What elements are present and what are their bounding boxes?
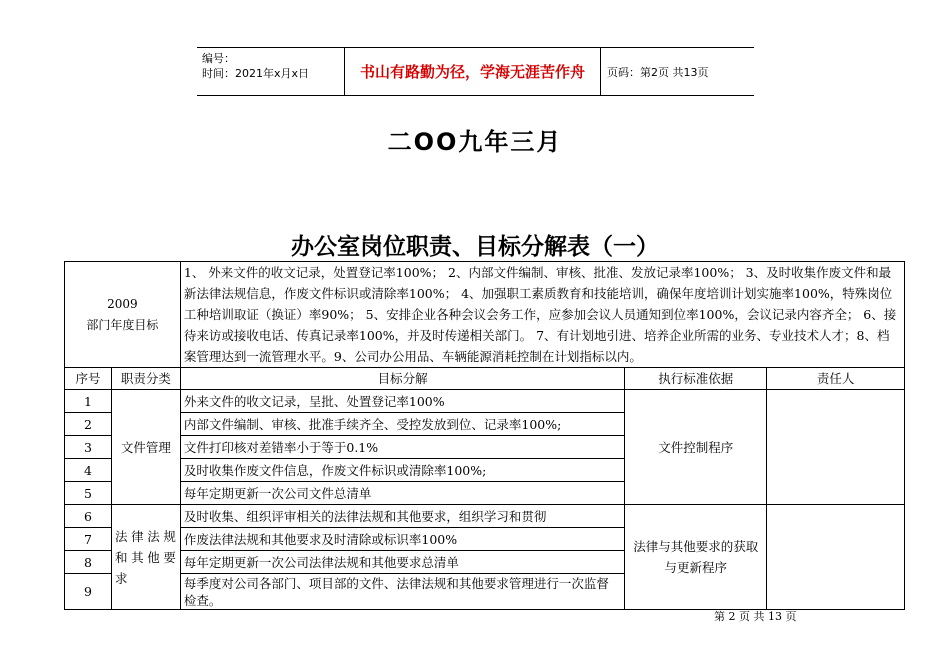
row-seq: 8 <box>65 551 112 574</box>
category-cell: 法律法规和其他要求 <box>111 505 180 610</box>
owner-cell <box>767 390 905 505</box>
header-standard: 执行标准依据 <box>625 368 767 390</box>
category-cell: 文件管理 <box>111 390 180 505</box>
date-title: 二OO九年三月 <box>387 128 563 156</box>
row-seq: 9 <box>65 574 112 610</box>
row-goal: 每年定期更新一次公司文件总清单 <box>180 482 624 505</box>
standard-cell: 法律与其他要求的获取与更新程序 <box>625 505 767 610</box>
goal-label-cell <box>65 262 181 368</box>
header-seq: 序号 <box>65 368 112 390</box>
row-goal: 每季度对公司各部门、项目部的文件、法律法规和其他要求管理进行一次监督检查。 <box>180 574 624 610</box>
code-label: 编号： <box>202 52 235 65</box>
table-title: 办公室岗位职责、目标分解表（一） <box>291 234 659 260</box>
table-row <box>65 505 905 528</box>
row-seq: 6 <box>65 505 112 528</box>
document-header <box>197 47 754 96</box>
goal-label-text: 部门年度目标 <box>86 317 159 332</box>
table-row <box>65 390 905 413</box>
goal-row <box>65 262 905 368</box>
header-goal: 目标分解 <box>180 368 624 390</box>
row-goal: 及时收集作废文件信息，作废文件标识或清除率100%; <box>180 459 624 482</box>
responsibility-table <box>64 261 905 610</box>
header-row <box>65 368 905 390</box>
row-goal: 每年定期更新一次公司法律法规和其他要求总清单 <box>180 551 624 574</box>
row-goal: 内部文件编制、审核、批准手续齐全、受控发放到位、记录率100%; <box>180 413 624 436</box>
header-slogan: 书山有路勤为径，学海无涯苦作舟 <box>345 48 601 95</box>
row-goal: 及时收集、组织评审相关的法律法规和其他要求，组织学习和贯彻 <box>180 505 624 528</box>
standard-cell: 文件控制程序 <box>625 390 767 505</box>
row-goal: 作废法律法规和其他要求及时清除或标识率100% <box>180 528 624 551</box>
row-seq: 5 <box>65 482 112 505</box>
header-category: 职责分类 <box>111 368 180 390</box>
header-page-number: 页码：第2页 共13页 <box>607 65 709 79</box>
row-seq: 7 <box>65 528 112 551</box>
row-goal: 外来文件的收文记录，呈批、处置登记率100% <box>180 390 624 413</box>
row-seq: 2 <box>65 413 112 436</box>
goal-text-cell: 1、 外来文件的收文记录，处置登记率100%； 2、内部文件编制、审核、批准、发放记录率100%； 3、及时收集作废文件和最新法律法规信息，作废文件标识或清除率100%； 4、加强职工素质教育和技能培训，确保年度培训计划实施率100%，特殊岗位工种培训取证（换证）率90%； 5、安排企业各种会议会务工作，应参加会议人员通知到位率100%，会议记录内容齐全； 6、接待来访或接收电话、传真记录率100%，并及时传递相关部门。 7、有计划地引进、培养企业所需的业务、专业技术人才；8、档案管理达到一流管理水平。9、公司办公用品、车辆能源消耗控制在计划指标以内。 <box>180 262 904 368</box>
row-goal: 文件打印核对差错率小于等于0.1% <box>180 436 624 459</box>
row-seq: 1 <box>65 390 112 413</box>
time-label: 时间：2021年x月x日 <box>202 67 310 80</box>
goal-label-year: 2009 <box>107 296 138 311</box>
row-seq: 3 <box>65 436 112 459</box>
row-seq: 4 <box>65 459 112 482</box>
header-owner: 责任人 <box>767 368 905 390</box>
header-meta <box>197 48 345 95</box>
owner-cell <box>767 505 905 610</box>
page-footer: 第 2 页 共 13 页 <box>714 610 797 623</box>
